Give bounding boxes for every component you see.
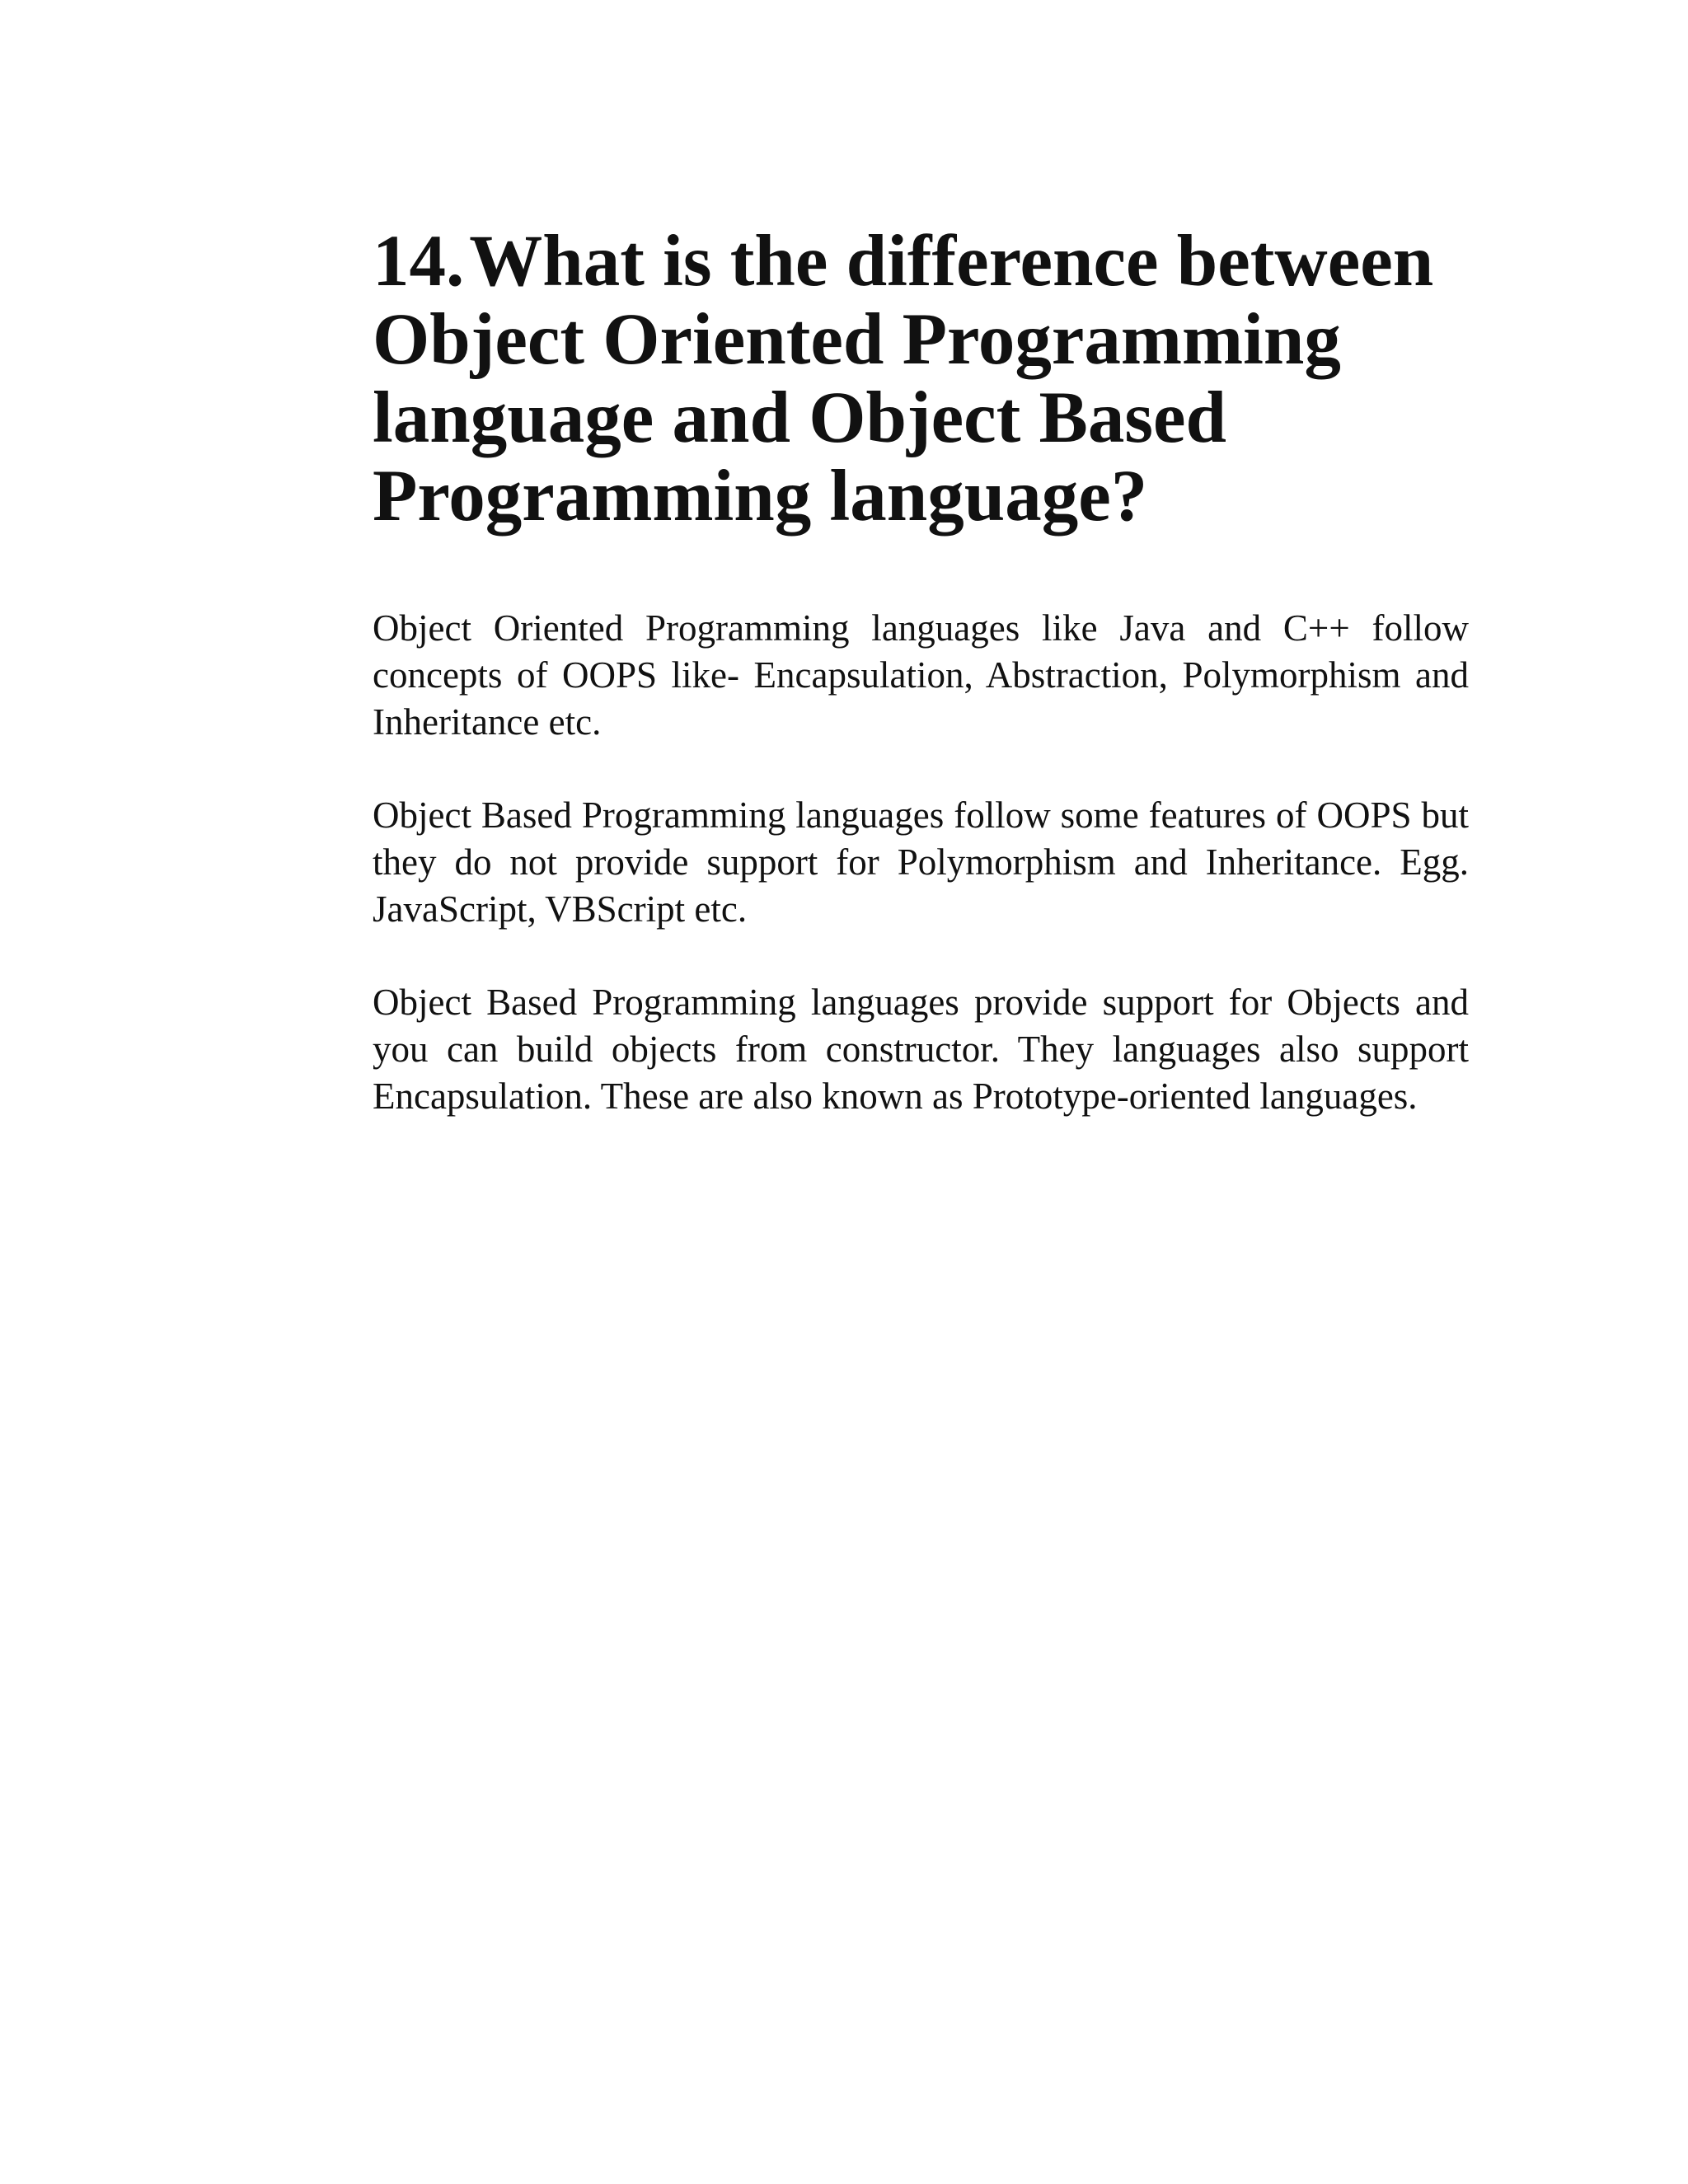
- question-title: What is the difference between Object Oriented Programming language and Object Based Programming language?: [373, 221, 1434, 537]
- question-number: 14.: [373, 221, 465, 302]
- paragraph-object-based-support: Object Based Programming languages provide support for Objects and you can build objects from constructor. They languages also support Encapsulation. These are also known as Prototype-oriented languages.: [373, 982, 1469, 1117]
- question-heading: [373, 223, 1469, 536]
- paragraph-object-based-features: Object Based Programming languages follow some features of OOPS but they do not provide support for Polymorphism and Inheritance. Egg. JavaScript, VBScript etc.: [373, 794, 1469, 930]
- paragraph-oop-languages: Object Oriented Programming languages like Java and C++ follow concepts of OOPS like- Encapsulation, Abstraction, Polymorphism and Inheritance etc.: [373, 607, 1469, 743]
- page-content: [373, 223, 1469, 1120]
